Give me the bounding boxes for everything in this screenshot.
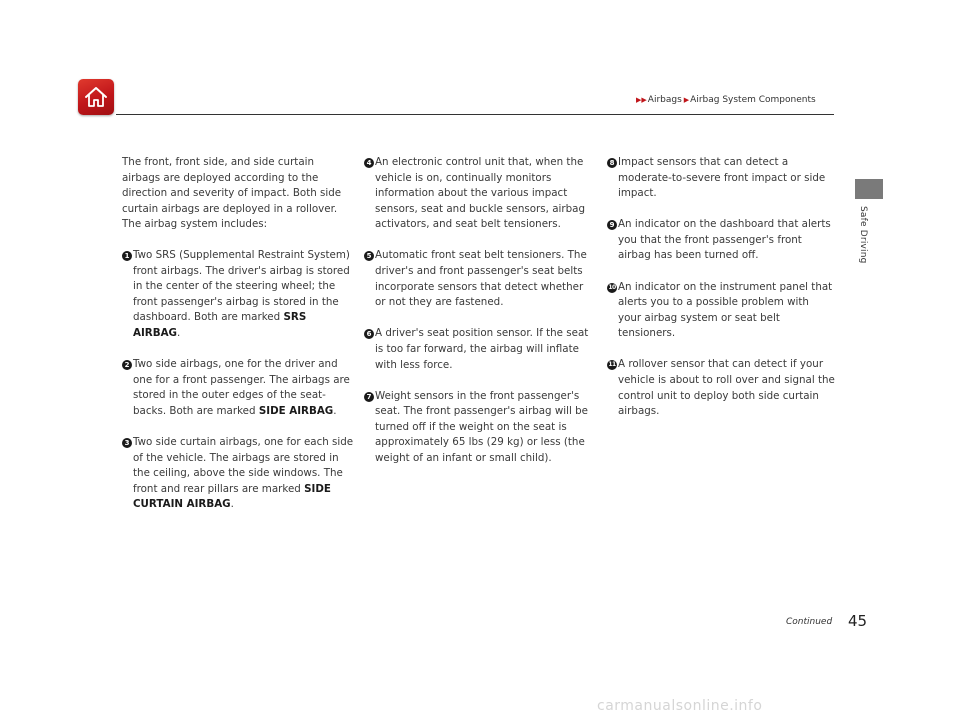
item-text: An indicator on the instrument panel that alerts you to a possible problem with your airbag system or seat belt tensioners. bbox=[618, 280, 833, 340]
intro-paragraph: The front, front side, and side curtain airbags are deployed according to the direction and severity of impact. Both side curtain airbags are deployed in a rollover. The airbag system includes: bbox=[122, 156, 342, 231]
component-item-8 bbox=[607, 155, 835, 202]
number-badge: 11 bbox=[608, 361, 616, 369]
header-rule bbox=[116, 114, 834, 115]
column-2 bbox=[364, 155, 596, 482]
section-tab bbox=[855, 179, 883, 199]
label-marking: SIDE CURTAIN AIRBAG bbox=[133, 482, 331, 511]
home-icon bbox=[84, 86, 108, 108]
number-badge: 3 bbox=[122, 438, 132, 448]
component-item-5 bbox=[364, 248, 596, 310]
item-text: A driver's seat position sensor. If the seat is too far forward, the airbag will inflate with less force. bbox=[375, 327, 589, 371]
column-3 bbox=[607, 155, 835, 435]
number-badge: 8 bbox=[607, 158, 617, 168]
item-text: Two SRS (Supplemental Restraint System) front airbags. The driver's airbag is stored in the center of the steering wheel; the front passenger's airbag is stored in the dashboard. Both are marked bbox=[133, 248, 350, 324]
component-item-6 bbox=[364, 326, 596, 373]
item-text: Two side curtain airbags, one for each side of the vehicle. The airbags are stored in the ceiling, above the side windows. The front and rear pillars are marked bbox=[133, 435, 354, 495]
number-badge: 5 bbox=[364, 251, 374, 261]
item-punct: . bbox=[230, 498, 234, 511]
watermark: carmanualsonline.info bbox=[597, 698, 763, 714]
item-text: Impact sensors that can detect a moderate-to-severe front impact or side impact. bbox=[618, 156, 826, 200]
breadcrumb-item-airbags[interactable]: Airbags bbox=[647, 95, 682, 105]
component-item-11 bbox=[607, 357, 835, 419]
item-text: An electronic control unit that, when the vehicle is on, continually monitors information about the various impact sensors, seat and buckle sensors, airbag activators, and seat belt tensioners. bbox=[375, 156, 585, 231]
item-text: Two side airbags, one for the driver and one for a front passenger. The airbags are stored in the outer edges of the seat-backs. Both are marked bbox=[133, 358, 350, 417]
label-marking: SRS AIRBAG bbox=[133, 311, 307, 339]
component-item-10 bbox=[607, 280, 835, 342]
item-text: An indicator on the dashboard that alerts you that the front passenger's front airbag has been turned off. bbox=[618, 218, 831, 262]
component-item-7 bbox=[364, 389, 596, 467]
number-badge: 4 bbox=[364, 158, 374, 168]
component-item-2 bbox=[122, 357, 354, 419]
component-item-3 bbox=[122, 435, 354, 513]
breadcrumb-arrow-icon: ▶ bbox=[683, 96, 690, 104]
number-badge: 1 bbox=[122, 251, 132, 261]
number-badge: 6 bbox=[364, 329, 374, 339]
breadcrumb-item-components[interactable]: Airbag System Components bbox=[690, 95, 816, 105]
number-badge: 10 bbox=[608, 283, 616, 291]
number-badge: 7 bbox=[364, 392, 374, 402]
item-punct: . bbox=[177, 326, 181, 339]
column-1 bbox=[122, 155, 354, 528]
item-text: A rollover sensor that can detect if your vehicle is about to roll over and signal the control unit to deploy both side curtain airbags. bbox=[618, 358, 835, 418]
breadcrumb bbox=[636, 95, 816, 105]
number-badge: 9 bbox=[607, 220, 617, 230]
component-item-1 bbox=[122, 248, 354, 342]
item-text: Weight sensors in the front passenger's seat. The front passenger's airbag will be turned off if the weight on the seat is approximately 65 lbs (29 kg) or less (the weight of an infant or small child). bbox=[375, 389, 589, 464]
item-punct: . bbox=[333, 404, 337, 417]
component-item-4 bbox=[364, 155, 596, 233]
section-label: Safe Driving bbox=[858, 206, 868, 264]
home-button[interactable] bbox=[78, 79, 114, 115]
number-badge: 2 bbox=[122, 360, 132, 370]
continued-label: Continued bbox=[786, 617, 833, 627]
component-item-9 bbox=[607, 217, 835, 264]
item-text: Automatic front seat belt tensioners. The driver's and front passenger's seat belts incorporate sensors that detect whether or not they are fastened. bbox=[375, 249, 587, 309]
label-marking: SIDE AIRBAG bbox=[258, 404, 334, 417]
breadcrumb-arrow-icon: ▶▶ bbox=[636, 96, 647, 104]
page-number: 45 bbox=[848, 612, 868, 630]
